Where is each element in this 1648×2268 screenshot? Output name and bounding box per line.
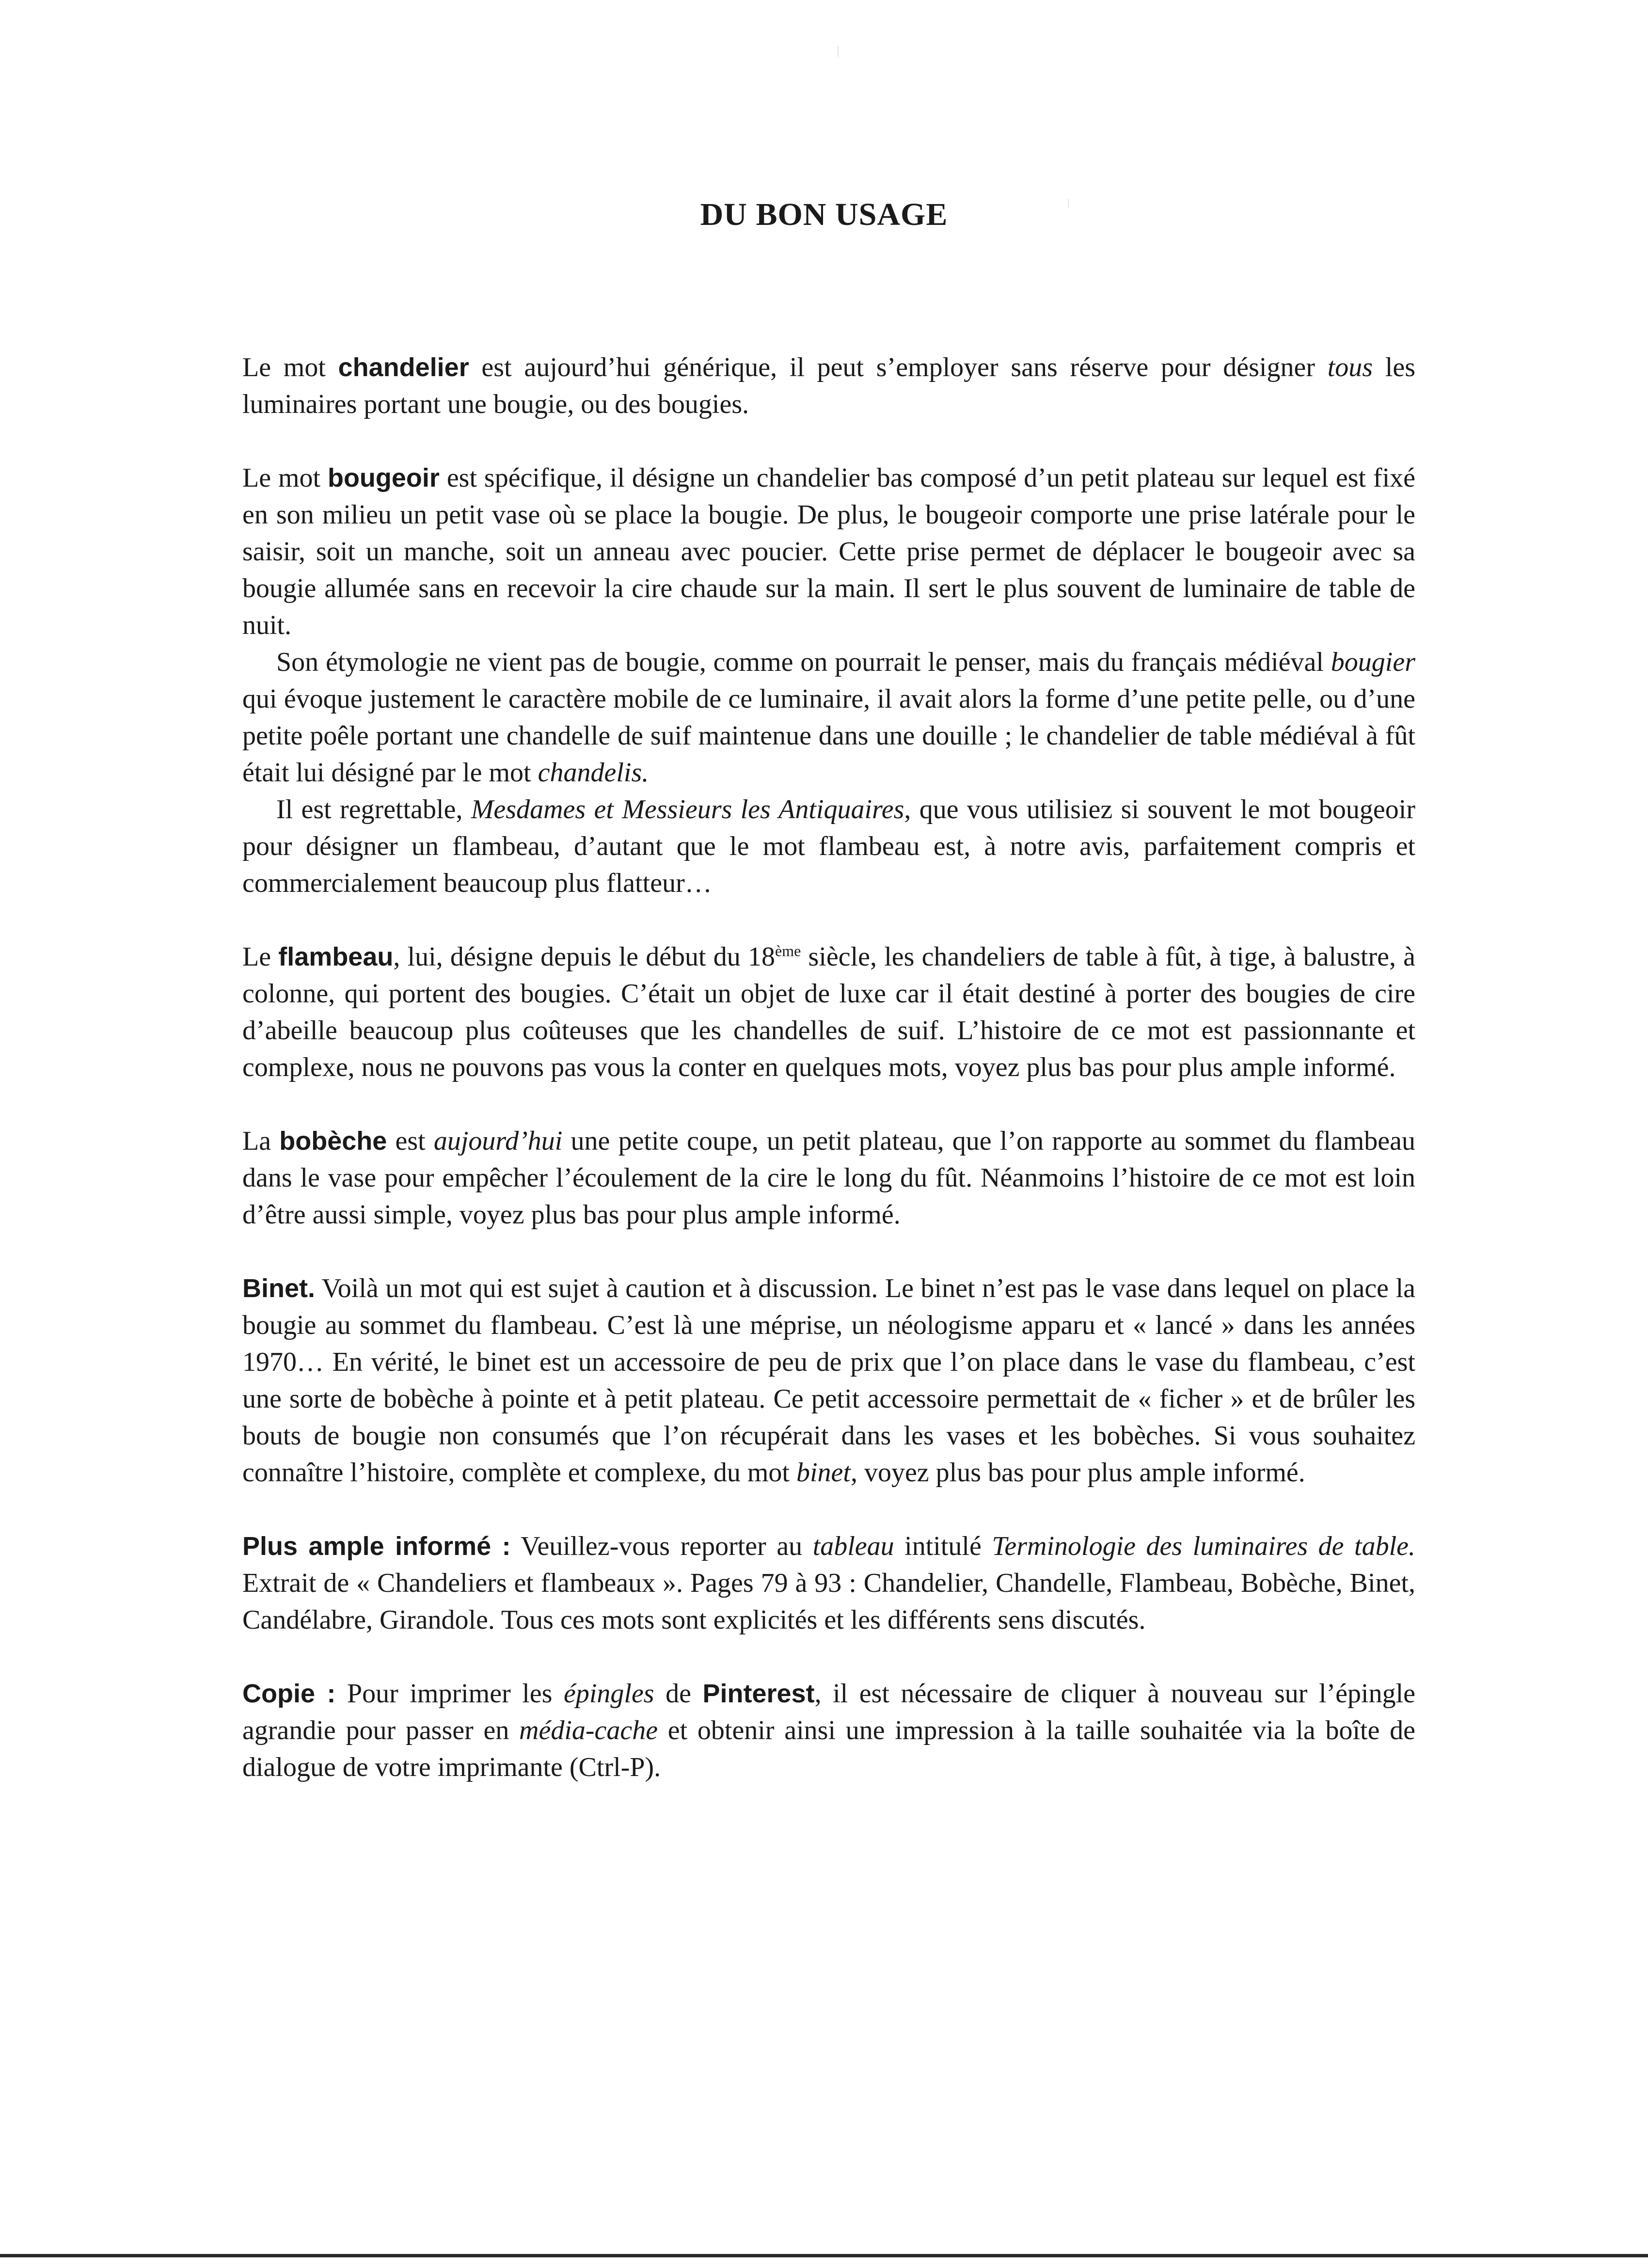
term-chandelier: chandelier <box>338 353 469 382</box>
emphasis: binet <box>796 1458 851 1488</box>
emphasis: chandelis. <box>538 758 649 788</box>
term-binet: Binet. <box>242 1274 316 1303</box>
term-flambeau: flambeau <box>278 942 394 971</box>
text: Son étymologie ne vient pas de bougie, comme on pourrait le penser, mais du français médiéval <box>276 647 1331 677</box>
text: La <box>242 1126 280 1156</box>
text: , que vous utilisiez si souvent le mot bougeoir pour désigner un flambeau, d’autant que le mot flambeau est, à notre avis, parfaitement compris et commercialement beaucoup plus flatteur… <box>242 794 1415 898</box>
emphasis: épingles <box>563 1679 654 1709</box>
scan-mark <box>838 46 839 57</box>
text: les luminaires portant une bougie, ou des bougies. <box>242 352 1415 419</box>
emphasis: bougier <box>1331 647 1415 677</box>
term-plus-ample-informe: Plus ample informé : <box>242 1532 511 1561</box>
term-copie: Copie : <box>242 1679 336 1708</box>
superscript: ème <box>775 942 801 960</box>
emphasis: média-cache <box>519 1715 658 1745</box>
text: et obtenir ainsi une impression à la taille souhaitée via la boîte de dialogue de votre imprimante (Ctrl-P). <box>242 1715 1415 1782</box>
text: , lui, désigne depuis le début du 18 <box>393 942 776 972</box>
term-pinterest: Pinterest <box>702 1679 815 1708</box>
text: , il est nécessaire de cliquer à nouveau sur l’épingle agrandie pour passer en <box>242 1679 1415 1745</box>
emphasis: aujourd’hui <box>433 1126 563 1156</box>
text: Le mot <box>242 352 338 382</box>
text: , voyez plus bas pour plus ample informé. <box>850 1458 1305 1488</box>
text: Le <box>242 942 279 972</box>
term-bougeoir: bougeoir <box>327 463 440 492</box>
text: intitulé <box>894 1531 992 1561</box>
paragraph-plus-ample-informe <box>242 1528 1415 1638</box>
text: siècle, les chandeliers de table à fût, à tige, à balustre, à colonne, qui portent des bougies. C’était un objet de luxe car il était destiné à porter des bougies de cire d’abeille beaucoup plus coûteuses que les chandelles de suif. L’histoire de ce mot est passionnante et complexe, nous ne pouvons pas vous la conter en quelques mots, voyez plus bas pour plus ample informé. <box>242 942 1416 1082</box>
text: est spécifique, il désigne un chandelier bas composé d’un petit plateau sur lequel est fixé en son milieu un petit vase où se place la bougie. De plus, le bougeoir comporte une prise latérale pour le saisir, soit un manche, soit un anneau avec poucier. Cette prise permet de déplacer le bougeoir avec sa bougie allumée sans en recevoir la cire chaude sur la main. Il sert le plus souvent de luminaire de table de nuit. <box>242 463 1415 640</box>
paragraph-flambeau <box>242 938 1415 1086</box>
text: est <box>387 1126 434 1156</box>
paragraph-etymologie <box>242 644 1415 791</box>
document-body <box>242 349 1415 1786</box>
emphasis: Mesdames et Messieurs les Antiquaires <box>471 794 904 825</box>
emphasis: tous <box>1327 352 1373 382</box>
paragraph-bobeche <box>242 1123 1415 1233</box>
emphasis: Terminologie des luminaires de table. <box>992 1531 1415 1561</box>
emphasis: tableau <box>812 1531 894 1561</box>
paragraph-bougeoir <box>242 460 1415 644</box>
text: Extrait de « Chandeliers et flambeaux ». Pages 79 à 93 : Chandelier, Chandelle, Flambeau, Bobèche, Binet, Candélabre, Girandole. Tous ces mots sont explicités et les différents sens discutés. <box>242 1568 1415 1635</box>
text: est aujourd’hui générique, il peut s’employer sans réserve pour désigner <box>469 352 1328 382</box>
paragraph-chandelier <box>242 349 1415 423</box>
text: de <box>654 1679 703 1709</box>
text: Veuillez-vous reporter au <box>510 1531 813 1561</box>
page-title: DU BON USAGE <box>700 197 948 232</box>
text: Voilà un mot qui est sujet à caution et à discussion. Le binet n’est pas le vase dans lequel on place la bougie au sommet du flambeau. C’est là une méprise, un néologisme apparu et « lancé » dans les années 1970… En vérité, le binet est un accessoire de peu de prix que l’on place dans le vase du flambeau, c’est une sorte de bobèche à pointe et à petit plateau. Ce petit accessoire permettait de « ficher » et de brûler les bouts de bougie non consumés que l’on récupérait dans les vases et les bobèches. Si vous souhaitez connaître l’histoire, complète et complexe, du mot <box>242 1273 1415 1488</box>
paragraph-binet <box>242 1270 1415 1491</box>
bottom-scan-border <box>0 2254 1648 2257</box>
text: une petite coupe, un petit plateau, que l’on rapporte au sommet du flambeau dans le vase pour empêcher l’écoulement de la cire le long du fût. Néanmoins l’histoire de ce mot est loin d’être aussi simple, voyez plus bas pour plus ample informé. <box>242 1126 1416 1230</box>
text: qui évoque justement le caractère mobile de ce luminaire, il avait alors la forme d’une petite pelle, ou d’une petite poêle portant une chandelle de suif maintenue dans une douille ; le chandelier de table médiéval à fût était lui désigné par le mot <box>242 684 1415 788</box>
text: Pour imprimer les <box>335 1679 564 1709</box>
paragraph-copie <box>242 1675 1415 1786</box>
text: Le mot <box>242 463 328 493</box>
paragraph-antiquaires <box>242 791 1415 902</box>
text: Il est regrettable, <box>276 794 471 825</box>
term-bobeche: bobèche <box>279 1126 387 1156</box>
